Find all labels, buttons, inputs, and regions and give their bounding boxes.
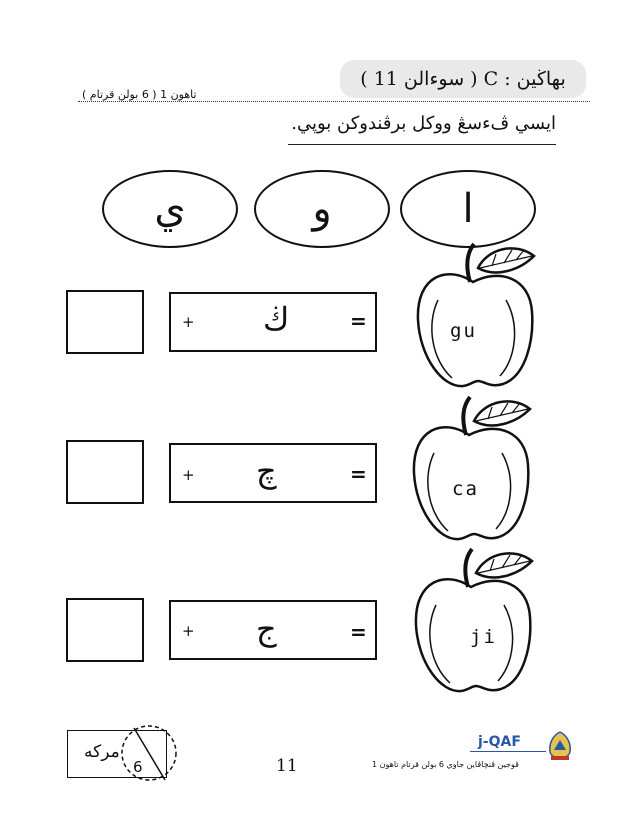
answer-box-3[interactable] bbox=[66, 598, 144, 662]
equals-sign: = bbox=[350, 620, 367, 644]
syllable-label: ji bbox=[470, 626, 497, 648]
brand-underline bbox=[470, 751, 546, 752]
instruction-underline bbox=[288, 144, 556, 145]
vowel-oval-ya: ي bbox=[102, 170, 238, 248]
jawi-letter: ج bbox=[256, 610, 277, 648]
score-circle bbox=[118, 722, 180, 784]
footer-series-text: ڤوجين ڤنچاڤاين جاوي 6 بولن قرتام تاهون 1 bbox=[372, 760, 519, 769]
apple-illustration bbox=[404, 393, 534, 548]
page-number: 11 bbox=[276, 756, 298, 776]
vowel-oval-alif: ا bbox=[400, 170, 536, 248]
jawi-letter: ڬ bbox=[263, 300, 290, 338]
header-left-text: تاهون 1 ( 6 بولن قرتام ) bbox=[82, 88, 197, 101]
equals-sign: = bbox=[350, 309, 367, 333]
apple-illustration bbox=[408, 240, 538, 395]
answer-box-2[interactable] bbox=[66, 440, 144, 504]
marks-label: مركه bbox=[84, 742, 120, 762]
instruction-text: ايسي ڤءسڠ ووكل برڤندوكن بوپي. bbox=[291, 113, 556, 134]
plus-sign: + bbox=[182, 622, 195, 640]
jqaf-emblem-icon bbox=[546, 730, 574, 764]
header-title: بهاڬين : C ( سوءالن 11 ) bbox=[360, 68, 566, 90]
vowel-oval-wau: و bbox=[254, 170, 390, 248]
syllable-label: gu bbox=[450, 320, 477, 342]
syllable-label: ca bbox=[452, 478, 479, 500]
plus-sign: + bbox=[182, 466, 195, 484]
plus-sign: + bbox=[182, 313, 195, 331]
equals-sign: = bbox=[350, 462, 367, 486]
brand-logo-text: j-QAF bbox=[478, 734, 521, 750]
jawi-letter: چ bbox=[256, 452, 277, 490]
header-divider bbox=[78, 101, 590, 102]
marks-total: 6 bbox=[133, 758, 143, 776]
answer-box-1[interactable] bbox=[66, 290, 144, 354]
apple-illustration bbox=[406, 545, 536, 700]
